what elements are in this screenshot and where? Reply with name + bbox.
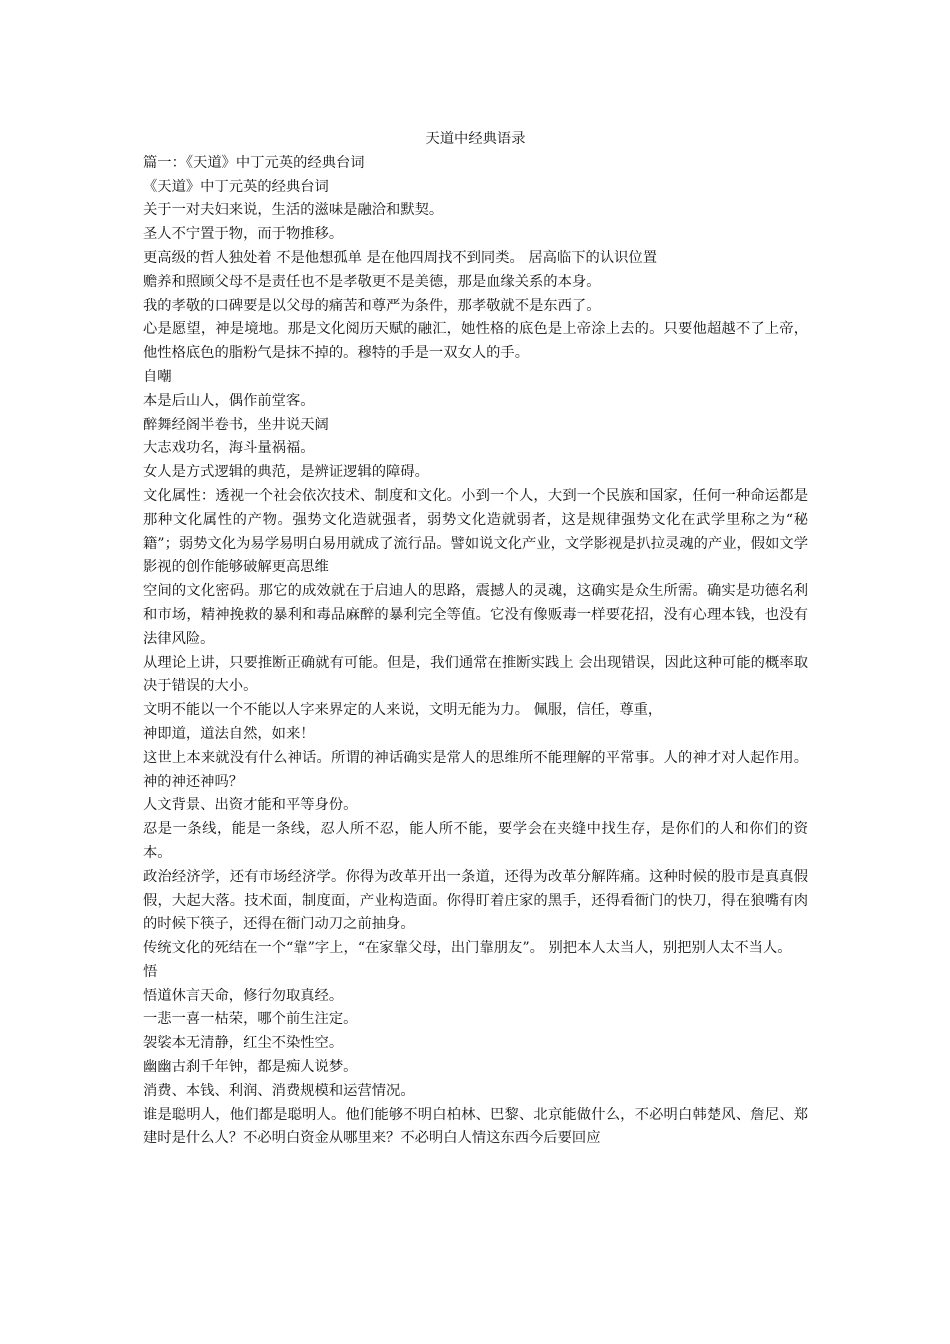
quote-line: 我的孝敬的口碑要是以父母的痛苦和尊严为条件，那孝敬就不是东西了。 <box>143 297 601 314</box>
poem-line: 袈裟本无清静，红尘不染性空。 <box>143 1035 344 1052</box>
quote-line: 消费、本钱、利润、消费规模和运营情况。 <box>143 1082 415 1099</box>
quote-line: 赡养和照顾父母不是责任也不是孝敬更不是美德，那是血缘关系的本身。 <box>143 273 601 290</box>
quote-paragraph: 谁是聪明人，他们都是聪明人。他们能够不明白柏林、巴黎、北京能做什么，不必明白韩楚风、詹尼、郑建时是什么人？不必明白资金从哪里来？不必明白人情这东西今后要回应 <box>143 1106 808 1147</box>
quote-line: 圣人不宁置于物，而于物推移。 <box>143 226 344 243</box>
poem-line: 一悲一喜一枯荣，哪个前生注定。 <box>143 1011 358 1028</box>
poem-line: 本是后山人，偶作前堂客。 <box>143 392 315 409</box>
quote-paragraph: 政治经济学，还有市场经济学。你得为改革开出一条道，还得为改革分解阵痛。这种时候的股市是真真假假，大起大落。技术面，制度面，产业构造面。你得盯着庄家的黑手，还得看衙门的快刀，得在狼嘴有肉的时候下筷子，还得在衙门动刀之前抽身。 <box>143 868 808 933</box>
quote-paragraph: 这世上本来就没有什么神话。所谓的神话确实是常人的思维所不能理解的平常事。人的神才对人起作用。神的神还神吗？ <box>143 749 808 790</box>
document-body <box>143 128 808 1151</box>
quote-paragraph: 空间的文化密码。那它的成效就在于启迪人的思路，震撼人的灵魂，这确实是众生所需。确实是功德名利和市场，精神挽救的暴利和毒品麻醉的暴利完全等值。它没有像贩毒一样要花招，没有心理本钱，也没有法律风险。 <box>143 583 808 647</box>
quote-line: 更高级的哲人独处着 不是他想孤单 是在他四周找不到同类。 居高临下的认识位置 <box>143 249 658 266</box>
document-title: 天道中经典语录 <box>425 131 526 147</box>
quote-paragraph: 忍是一条线，能是一条线，忍人所不忍，能人所不能，要学会在夹缝中找生存，是你们的人和你们的资本。 <box>143 821 808 861</box>
quote-line: 人文背景、出资才能和平等身份。 <box>143 797 358 814</box>
poem-line: 大志戏功名，海斗量祸福。 <box>143 440 315 457</box>
poem-heading: 自嘲 <box>143 368 172 385</box>
poem-line: 醉舞经阁半卷书，坐井说天阔 <box>143 416 329 433</box>
section-heading: 篇一：《天道》中丁元英的经典台词 <box>143 154 365 171</box>
poem-heading: 悟 <box>143 963 158 980</box>
quote-paragraph: 传统文化的死结在一个“靠”字上，“在家靠父母，出门靠朋友”。 别把本人太当人，别把别人太不当人。 <box>143 940 792 957</box>
quote-line: 文明不能以一个不能以人字来界定的人来说，文明无能为力。 佩服，信任，尊重， <box>143 702 663 719</box>
quote-paragraph: 心是愿望，神是境地。那是文化阅历天赋的融汇，她性格的底色是上帝涂上去的。只要他超越不了上帝，他性格底色的脂粉气是抹不掉的。穆特的手是一双女人的手。 <box>143 321 808 362</box>
quote-line: 关于一对夫妇来说，生活的滋味是融洽和默契。 <box>143 202 444 219</box>
quote-paragraph: 文化属性：透视一个社会依次技术、制度和文化。小到一个人，大到一个民族和国家，任何一种命运都是那种文化属性的产物。强势文化造就强者，弱势文化造就弱者，这是规律强势文化在武学里称之为“秘籍”；弱势文化为易学易明白易用就成了流行品。譬如说文化产业，文学影视是扒拉灵魂的产业，假如文学影视的创作能够破解更高思维 <box>143 487 808 576</box>
subtitle: 《天道》中丁元英的经典台词 <box>143 178 329 195</box>
quote-paragraph: 从理论上讲，只要推断正确就有可能。但是，我们通常在推断实践上 会出现错误，因此这种可能的概率取决于错误的大小。 <box>143 654 808 695</box>
quote-line: 女人是方式逻辑的典范，是辨证逻辑的障碍。 <box>143 464 429 481</box>
quote-line: 神即道，道法自然，如来！ <box>143 725 315 742</box>
poem-line: 幽幽古刹千年钟，都是痴人说梦。 <box>143 1059 358 1076</box>
poem-line: 悟道休言天命，修行勿取真经。 <box>143 987 344 1004</box>
